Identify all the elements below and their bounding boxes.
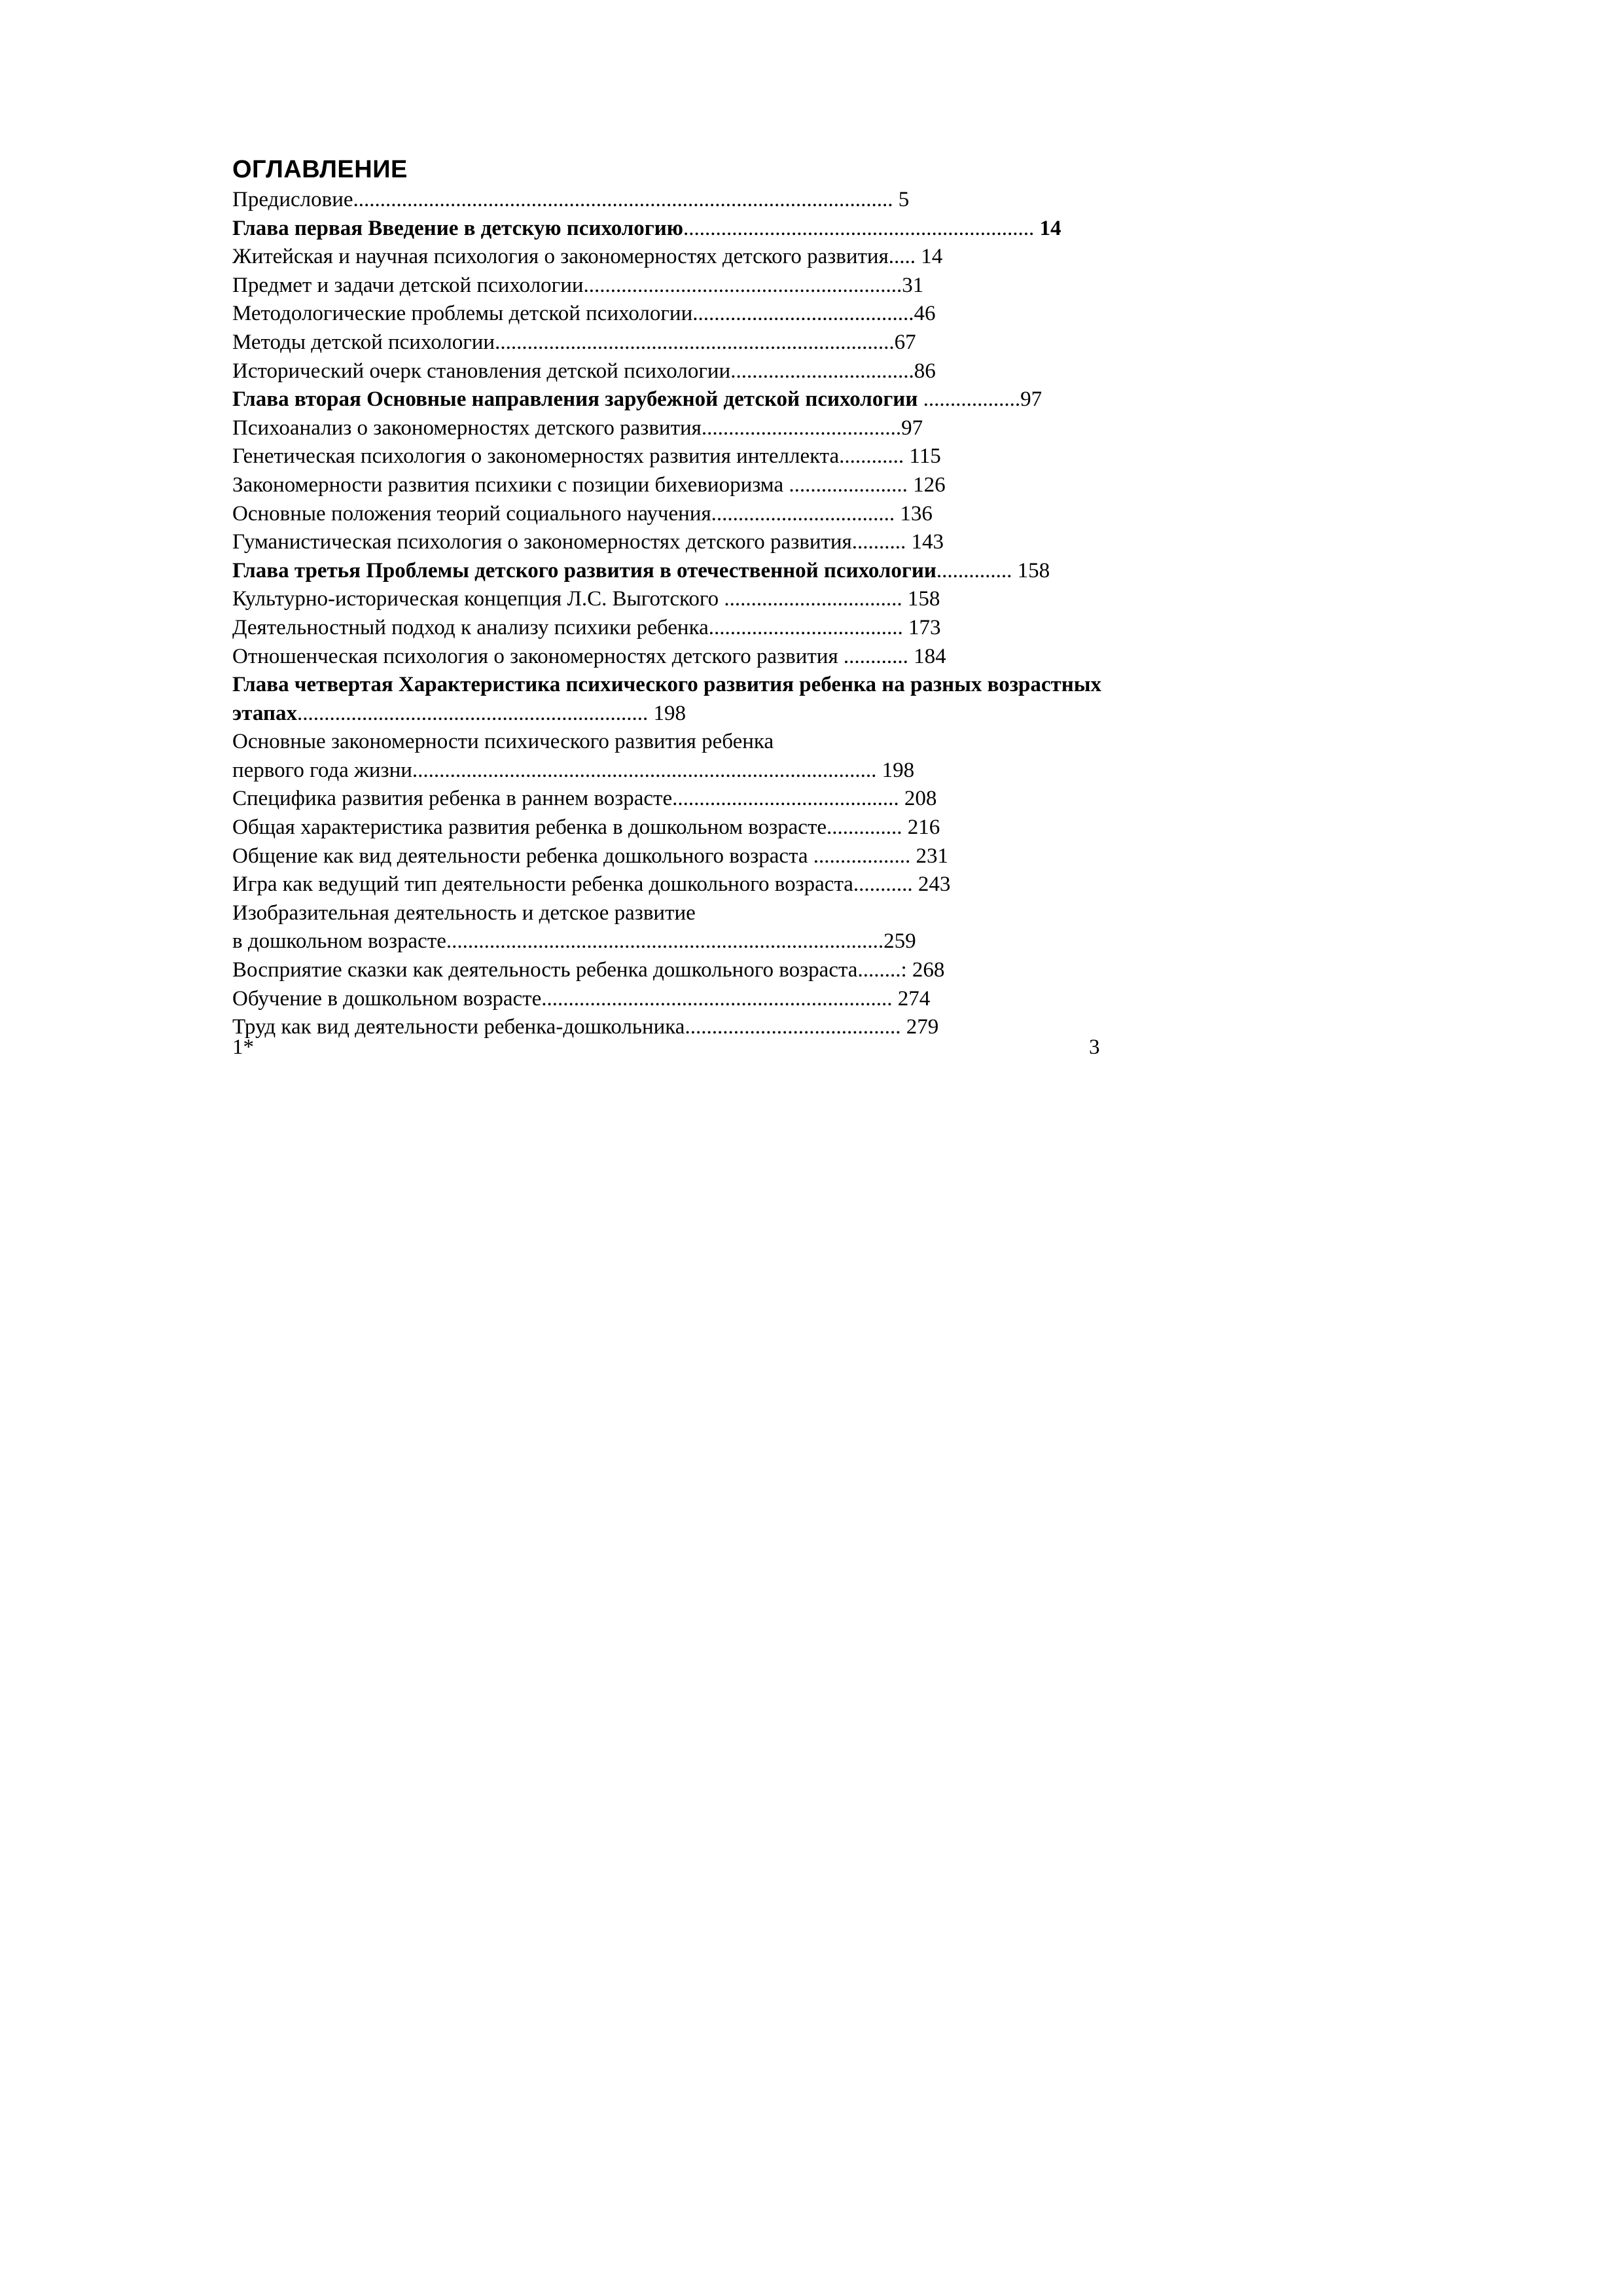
toc-entry-title: Глава первая Введение в детскую психологию [232, 216, 684, 240]
toc-entry-title: Глава четвертая Характеристика психического развития ребенка на разных возрастных [232, 673, 1101, 697]
toc-section-entry [232, 272, 1253, 300]
toc-entry-page: 136 [895, 501, 933, 526]
toc-entry-title: Житейская и научная психология о закономерностях детского развития [232, 245, 889, 269]
toc-section-entry [232, 956, 1253, 985]
toc-entry-page: 158 [1012, 558, 1050, 583]
toc-entry-leader: ................................................................. [683, 216, 1035, 240]
toc-entry-title: Глава вторая Основные направления зарубежной детской психологии [232, 387, 918, 412]
toc-entry-page: 46 [914, 302, 936, 326]
toc-entry-page: 243 [912, 872, 951, 897]
toc-list [232, 186, 1253, 1042]
toc-entry-leader: ................................................................................. [446, 929, 884, 954]
toc-entry-title: Деятельностный подход к анализу психики ребенка [232, 615, 709, 639]
toc-entry-leader: ...................................................................................... [412, 758, 877, 782]
toc-entry-leader: .............. [827, 816, 902, 840]
toc-entry-leader: .................................................................................................... [353, 188, 893, 211]
toc-entry-leader: .................................. [730, 359, 914, 383]
toc-entry-leader: .............. [936, 558, 1012, 583]
page-number: 3 [1089, 1035, 1100, 1059]
toc-entry-title: этапах [232, 701, 297, 725]
toc-entry-leader: .......... [851, 530, 906, 554]
toc-entry-page: 5 [893, 188, 910, 211]
toc-entry-title: Психоанализ о закономерностях детского развития [232, 416, 702, 440]
toc-entry-page: 259 [883, 929, 916, 954]
toc-entry-leader: .................. [918, 387, 1021, 412]
toc-entry-title: Общение как вид деятельности ребенка дошкольного возраста [232, 844, 808, 868]
toc-section-entry [232, 471, 1253, 500]
toc-chapter-entry [232, 557, 1253, 586]
toc-entry-title: Закономерности развития психики с позиции бихевиоризма [232, 473, 784, 497]
toc-entry-title: Игра как ведущий тип деятельности ребенка дошкольного возраста [232, 872, 853, 897]
toc-entry-leader: ................................................................. [296, 701, 649, 725]
toc-entry-leader: ........... [853, 872, 913, 897]
toc-entry-leader: ........................................................... [583, 273, 902, 297]
toc-entry-title: Глава третья Проблемы детского развития в отечественной психологии [232, 558, 936, 583]
toc-entry-page: 31 [902, 273, 924, 297]
toc-entry-title: в дошкольном возрасте [232, 929, 446, 954]
toc-entry-title: Гуманистическая психология о закономерностях детского развития [232, 530, 852, 554]
toc-entry-leader: ............ [839, 444, 904, 469]
toc-entry-title: Общая характеристика развития ребенка в дошкольном возрасте [232, 816, 827, 840]
toc-section-entry [232, 500, 1253, 529]
toc-entry-page: 97 [1020, 387, 1043, 412]
toc-entry-leader: ...................... [783, 473, 908, 497]
toc-section-entry [232, 814, 1253, 842]
toc-entry-page: 143 [906, 530, 944, 554]
toc-entry-page: 115 [904, 444, 941, 469]
toc-section-entry [232, 300, 1253, 329]
toc-entry-page: 173 [902, 615, 941, 639]
toc-chapter-entry [232, 386, 1253, 414]
toc-entry-page: 198 [876, 758, 915, 782]
toc-entry-leader: ............ [838, 644, 908, 668]
toc-section-entry [232, 785, 1253, 814]
toc-entry-title: Предисловие [232, 188, 353, 211]
page-title: ОГЛАВЛЕНИЕ [232, 156, 408, 183]
toc-entry-title: Отношенческая психология о закономерностях детского развития [232, 644, 838, 668]
toc-entry-title: Предмет и задачи детской психологии [232, 273, 584, 297]
toc-section-entry [232, 186, 1253, 215]
toc-entry-page: 86 [914, 359, 936, 383]
toc-entry-page: 279 [901, 1015, 939, 1039]
toc-entry-title: Исторический очерк становления детской психологии [232, 359, 731, 383]
toc-entry-title: Основные закономерности психического развития ребенка [232, 730, 774, 754]
toc-entry-leader: .......................................... [672, 787, 899, 811]
toc-entry-leader: .................. [808, 844, 911, 868]
toc-entry-title: Генетическая психология о закономерностях развития интеллекта [232, 444, 840, 469]
toc-entry-page: 231 [910, 844, 948, 868]
toc-section-entry [232, 757, 1253, 785]
toc-entry-page: 97 [901, 416, 923, 440]
toc-entry-title: Методологические проблемы детской психологии [232, 302, 693, 326]
toc-entry-leader: ..................................... [701, 416, 902, 440]
toc-entry-leader: .................................... [708, 615, 903, 639]
toc-entry-leader: ..... [888, 245, 916, 269]
toc-entry-leader: ........................................ [685, 1015, 901, 1039]
toc-entry-leader: ................................................................. [541, 986, 893, 1011]
toc-section-entry [232, 899, 1253, 928]
toc-entry-page: 158 [902, 587, 940, 611]
toc-entry-leader: .......................................................................... [495, 330, 895, 354]
toc-entry-title: Восприятие сказки как деятельность ребенка дошкольного возраста [232, 958, 858, 982]
toc-section-entry [232, 357, 1253, 386]
toc-chapter-entry [232, 671, 1253, 700]
toc-entry-leader: ................................. [719, 587, 902, 611]
toc-entry-page: 126 [907, 473, 946, 497]
toc-entry-page: 208 [899, 787, 937, 811]
toc-section-entry [232, 614, 1253, 643]
toc-section-entry [232, 927, 1253, 956]
toc-entry-page: 274 [892, 986, 931, 1011]
toc-section-entry [232, 414, 1253, 443]
toc-entry-page: 14 [916, 245, 943, 269]
toc-entry-title: Специфика развития ребенка в раннем возрасте [232, 787, 673, 811]
toc-entry-title: Обучение в дошкольном возрасте [232, 986, 542, 1011]
toc-section-entry [232, 870, 1253, 899]
toc-section-entry [232, 442, 1253, 471]
toc-entry-page: 184 [908, 644, 946, 668]
toc-entry-page: 216 [902, 816, 940, 840]
toc-entry-title: Культурно-историческая концепция Л.С. Выготского [232, 587, 719, 611]
toc-chapter-entry [232, 215, 1253, 243]
toc-section-entry [232, 585, 1253, 614]
toc-section-entry [232, 1013, 1253, 1042]
toc-section-entry [232, 985, 1253, 1014]
toc-entry-page: 198 [648, 701, 686, 725]
toc-entry-leader: ........: [857, 958, 907, 982]
toc-entry-page: 268 [906, 958, 945, 982]
toc-entry-page: 14 [1034, 216, 1061, 240]
toc-entry-title: Изобразительная деятельность и детское развитие [232, 901, 696, 925]
toc-entry-title: Методы детской психологии [232, 330, 495, 354]
toc-section-entry [232, 643, 1253, 672]
toc-entry-leader: ......................................... [692, 302, 914, 326]
toc-entry-page: 67 [894, 330, 916, 354]
table-of-contents [232, 154, 1253, 1042]
toc-entry-title: Труд как вид деятельности ребенка-дошкольника [232, 1015, 685, 1039]
toc-entry-title: первого года жизни [232, 758, 412, 782]
toc-chapter-entry [232, 700, 1253, 728]
toc-section-entry [232, 528, 1253, 557]
toc-section-entry [232, 842, 1253, 871]
toc-entry-leader: .................................. [711, 501, 895, 526]
toc-section-entry [232, 728, 1253, 757]
signature-mark: 1* [232, 1035, 254, 1059]
toc-section-entry [232, 329, 1253, 357]
toc-section-entry [232, 243, 1253, 272]
toc-entry-title: Основные положения теорий социального научения [232, 501, 711, 526]
